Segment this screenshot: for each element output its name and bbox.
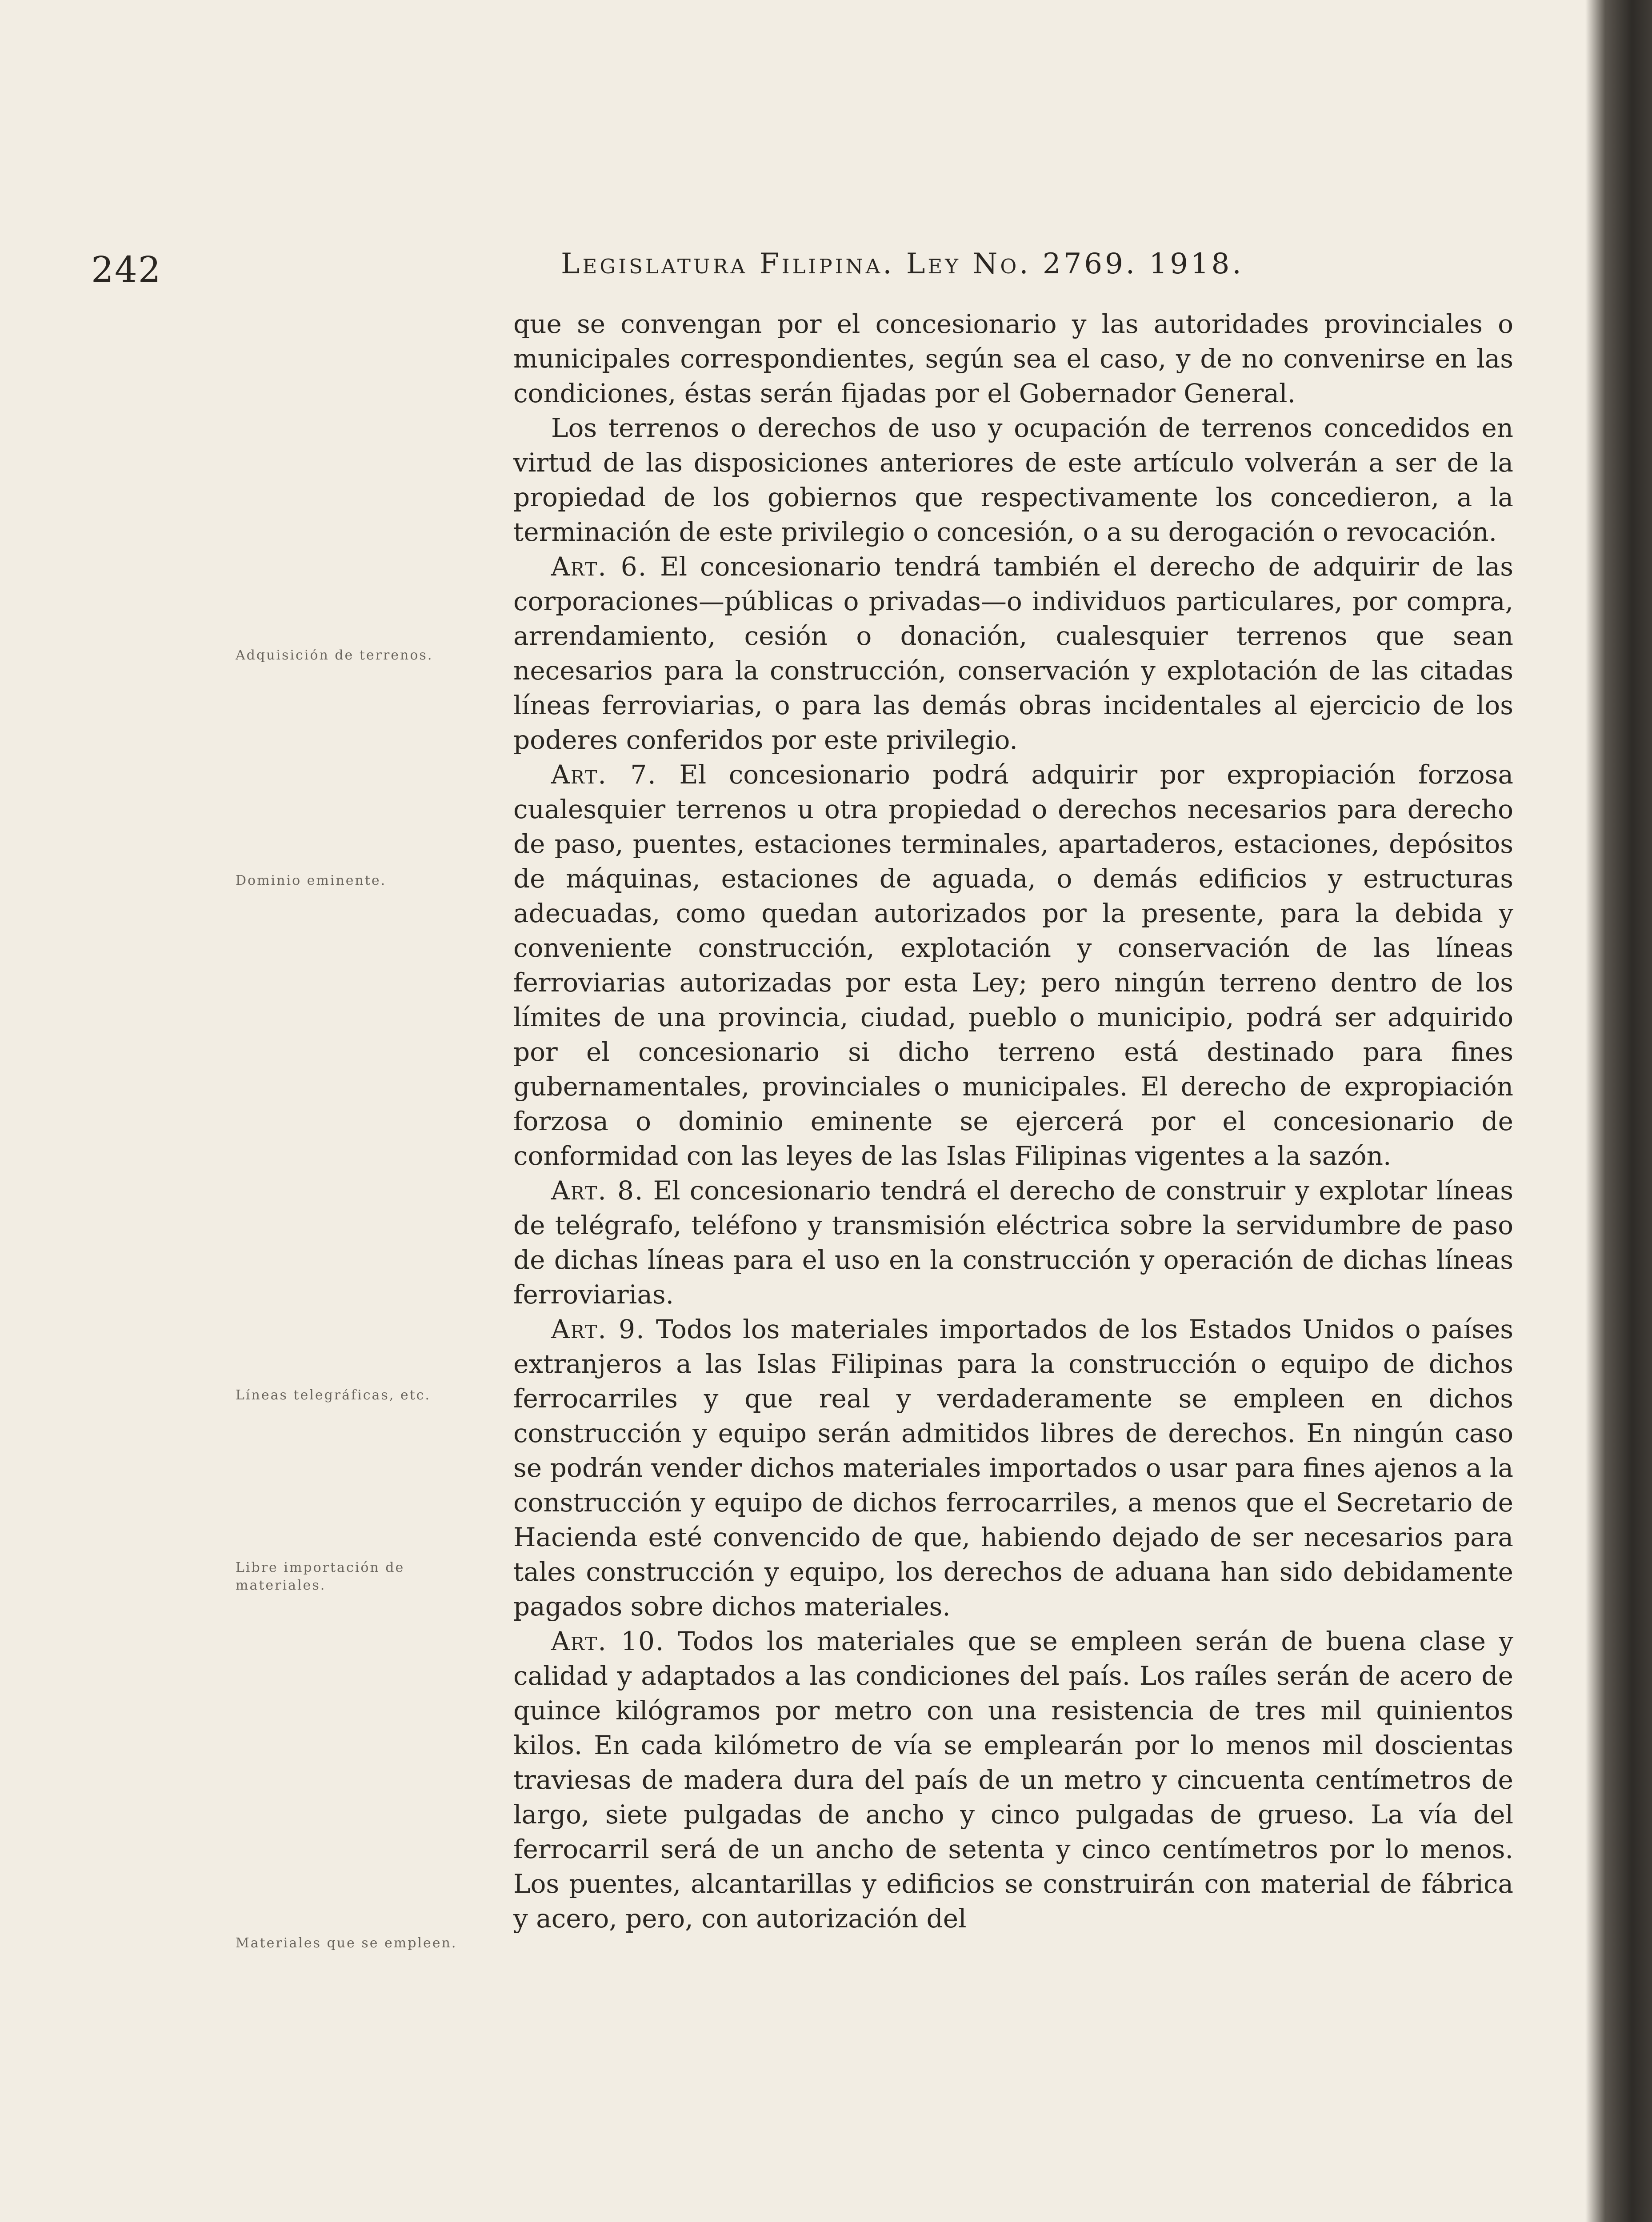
article-label: Art. 8.: [551, 1175, 644, 1206]
article-label: Art. 10.: [551, 1626, 665, 1656]
margin-note: Materiales que se empleen.: [236, 1935, 457, 1951]
article-9: [513, 1312, 1513, 1624]
article-text: Todos los materiales importados de los Estados Unidos o países extranjeros a las Islas Filipinas para la construcción o equipo de dichos ferrocarriles y que real y verdaderamente se empleen en dichos construcción y equipo serán admitidos libres de derechos. En ningún caso se podrán vender dichos materiales importados o usar para fines ajenos a la construcción y equipo de dichos ferrocarriles, a menos que el Secretario de Hacienda esté convencido de que, habiendo dejado de ser necesarios para tales construcción y equipo, los derechos de aduana han sido debidamente pagados sobre dichos materiales.: [513, 1314, 1514, 1622]
article-7: [513, 757, 1513, 1173]
article-text: Todos los materiales que se empleen serán de buena clase y calidad y adaptados a las condiciones del país. Los raíles serán de acero de quince kilógramos por metro con una resistencia de tres mil quinientos kilos. En cada kilómetro de vía se emplearán por lo menos mil doscientas traviesas de madera dura del país de un metro y cincuenta centímetros de largo, siete pulgadas de ancho y cinco pulgadas de grueso. La vía del ferrocarril será de un ancho de setenta y cinco centímetros por lo menos. Los puentes, alcantarillas y edificios se construirán con material de fábrica y acero, pero, con autorización del: [513, 1626, 1513, 1934]
article-text: El concesionario tendrá el derecho de construir y explotar líneas de telégrafo, teléfono y transmisión eléctrica sobre la servidumbre de paso de dichas líneas para el uso en la construcción y operación de dichas líneas ferroviarias.: [513, 1175, 1513, 1310]
body-text: [513, 307, 1513, 1936]
scan-edge-shadow: [1585, 0, 1652, 2222]
margin-note: Líneas telegráficas, etc.: [236, 1387, 431, 1403]
paragraph: [513, 307, 1513, 411]
margin-note: Dominio eminente.: [236, 873, 387, 888]
margin-note: Libre importación de materiales.: [236, 1560, 405, 1593]
page-number: 242: [91, 249, 162, 290]
margin-note: Adquisición de terrenos.: [236, 647, 433, 663]
article-label: Art. 7.: [551, 759, 657, 790]
article-label: Art. 6.: [551, 552, 648, 582]
running-head: Legislatura Filipina. Ley No. 2769. 1918.: [561, 248, 1244, 280]
paragraph: [513, 411, 1513, 549]
paragraph-text: Los terrenos o derechos de uso y ocupación de terrenos concedidos en virtud de las disposiciones anteriores de este artículo volverán a ser de la propiedad de los gobiernos que respectivamente los concedieron, a la terminación de este privilegio o concesión, o a su derogación o revocación.: [513, 413, 1513, 547]
paragraph-text: que se convengan por el concesionario y las autoridades provinciales o municipales correspondientes, según sea el caso, y de no convenirse en las condiciones, éstas serán fijadas por el Gobernador General.: [513, 309, 1513, 408]
article-6: [513, 549, 1513, 757]
article-10: [513, 1624, 1513, 1936]
article-text: El concesionario podrá adquirir por expropiación forzosa cualesquier terrenos u otra propiedad o derechos necesarios para derecho de paso, puentes, estaciones terminales, apartaderos, estaciones, depósitos de máquinas, estaciones de aguada, o demás edificios y estructuras adecuadas, como quedan autorizados por la presente, para la debida y conveniente construcción, explotación y conservación de las líneas ferroviarias autorizadas por esta Ley; pero ningún terreno dentro de los límites de una provincia, ciudad, pueblo o municipio, podrá ser adquirido por el concesionario si dicho terreno está destinado para fines gubernamentales, provinciales o municipales. El derecho de expropiación forzosa o dominio eminente se ejercerá por el concesionario de conformidad con las leyes de las Islas Filipinas vigentes a la sazón.: [513, 759, 1513, 1171]
article-label: Art. 9.: [551, 1314, 645, 1344]
article-8: [513, 1173, 1513, 1312]
article-text: El concesionario tendrá también el derecho de adquirir de las corporaciones—públicas o privadas—o individuos particulares, por compra, arrendamiento, cesión o donación, cualesquier terrenos que sean necesarios para la construcción, conservación y explotación de las citadas líneas ferroviarias, o para las demás obras incidentales al ejercicio de los poderes conferidos por este privilegio.: [513, 552, 1514, 755]
